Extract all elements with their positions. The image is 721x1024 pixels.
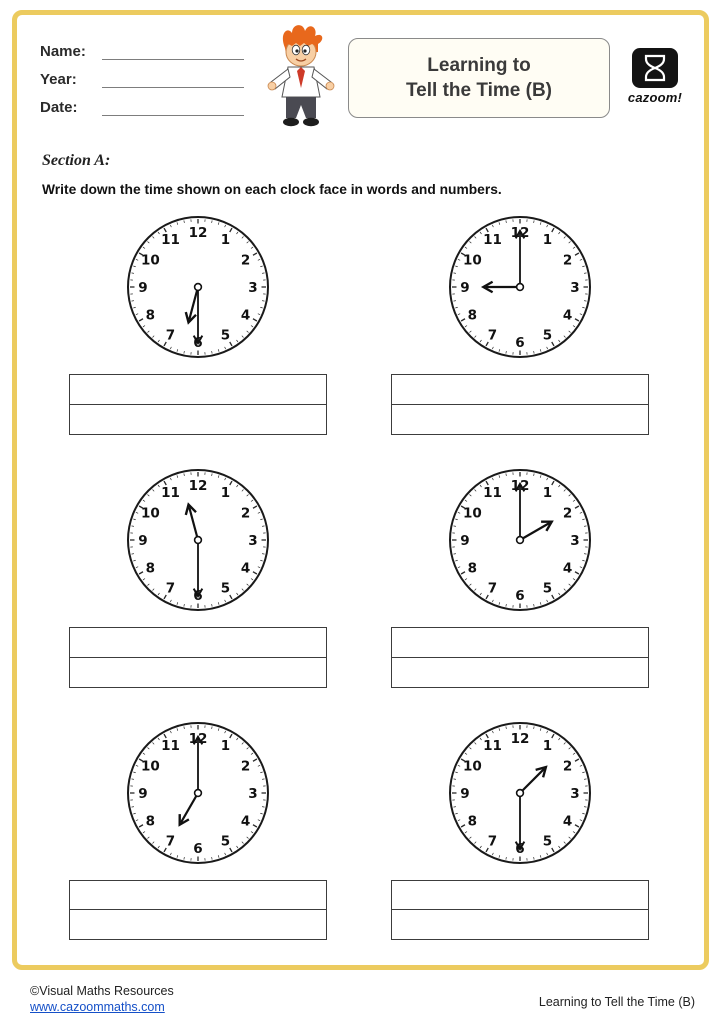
svg-text:6: 6 bbox=[515, 587, 525, 604]
svg-text:7: 7 bbox=[165, 327, 176, 344]
svg-text:7: 7 bbox=[487, 580, 498, 597]
svg-text:10: 10 bbox=[140, 252, 160, 269]
svg-text:11: 11 bbox=[161, 484, 180, 501]
svg-text:12: 12 bbox=[510, 730, 530, 747]
year-line[interactable] bbox=[102, 72, 244, 88]
clock-grid bbox=[69, 212, 649, 940]
svg-text:12: 12 bbox=[510, 477, 530, 494]
svg-text:11: 11 bbox=[483, 484, 502, 501]
clock-cell-2 bbox=[391, 212, 649, 435]
svg-text:2: 2 bbox=[562, 505, 573, 522]
svg-text:2: 2 bbox=[562, 757, 573, 774]
footer-right-title: Learning to Tell the Time (B) bbox=[538, 995, 695, 1009]
svg-text:1: 1 bbox=[542, 737, 553, 754]
svg-text:2: 2 bbox=[240, 757, 251, 774]
title-line-2: Tell the Time (B) bbox=[405, 80, 553, 101]
answer-box-numbers-2[interactable] bbox=[391, 404, 649, 435]
svg-text:9: 9 bbox=[460, 785, 470, 802]
svg-text:7: 7 bbox=[165, 580, 176, 597]
svg-text:3: 3 bbox=[570, 785, 580, 802]
analog-clock-2 bbox=[445, 212, 595, 362]
answer-box-words-3[interactable] bbox=[69, 627, 327, 658]
answer-box-numbers-3[interactable] bbox=[69, 657, 327, 688]
svg-text:9: 9 bbox=[138, 785, 148, 802]
svg-text:8: 8 bbox=[467, 560, 478, 577]
date-label: Date: bbox=[40, 99, 78, 116]
section-a-heading: Section A: bbox=[42, 152, 111, 169]
footer-left bbox=[30, 983, 174, 1016]
mascot-icon bbox=[258, 24, 344, 132]
svg-text:3: 3 bbox=[248, 785, 258, 802]
svg-text:3: 3 bbox=[248, 532, 258, 549]
svg-text:10: 10 bbox=[462, 757, 482, 774]
clock-cell-3 bbox=[69, 465, 327, 688]
svg-text:5: 5 bbox=[542, 580, 553, 597]
svg-text:1: 1 bbox=[220, 232, 231, 249]
hourglass-icon bbox=[641, 53, 669, 83]
svg-text:8: 8 bbox=[145, 307, 156, 324]
answer-area-2 bbox=[391, 374, 649, 435]
svg-text:1: 1 bbox=[220, 484, 231, 501]
svg-text:11: 11 bbox=[161, 737, 180, 754]
svg-text:4: 4 bbox=[562, 307, 573, 324]
cazoom-logo bbox=[620, 48, 690, 105]
svg-text:4: 4 bbox=[240, 812, 251, 829]
svg-text:11: 11 bbox=[161, 232, 180, 249]
svg-text:7: 7 bbox=[487, 327, 498, 344]
svg-text:4: 4 bbox=[240, 560, 251, 577]
answer-box-numbers-4[interactable] bbox=[391, 657, 649, 688]
svg-text:8: 8 bbox=[145, 812, 156, 829]
svg-text:12: 12 bbox=[188, 477, 208, 494]
svg-text:1: 1 bbox=[542, 232, 553, 249]
svg-text:1: 1 bbox=[542, 484, 553, 501]
svg-text:10: 10 bbox=[140, 757, 160, 774]
svg-text:2: 2 bbox=[240, 252, 251, 269]
svg-text:9: 9 bbox=[460, 279, 470, 296]
svg-text:2: 2 bbox=[562, 252, 573, 269]
svg-text:9: 9 bbox=[138, 279, 148, 296]
answer-area-5 bbox=[69, 880, 327, 941]
svg-text:12: 12 bbox=[510, 224, 530, 241]
date-field bbox=[40, 98, 244, 116]
analog-clock-5 bbox=[123, 718, 273, 868]
copyright-text: ©Visual Maths Resources bbox=[30, 984, 174, 998]
svg-text:10: 10 bbox=[462, 252, 482, 269]
svg-text:6: 6 bbox=[193, 334, 203, 351]
answer-box-words-2[interactable] bbox=[391, 374, 649, 405]
name-line[interactable] bbox=[102, 44, 244, 60]
cazoommaths-link[interactable]: www.cazoommaths.com bbox=[30, 1000, 165, 1015]
svg-text:4: 4 bbox=[562, 560, 573, 577]
svg-text:3: 3 bbox=[570, 532, 580, 549]
svg-text:12: 12 bbox=[188, 730, 208, 747]
analog-clock-3 bbox=[123, 465, 273, 615]
name-field bbox=[40, 42, 244, 60]
answer-box-words-5[interactable] bbox=[69, 880, 327, 911]
analog-clock-4 bbox=[445, 465, 595, 615]
svg-text:5: 5 bbox=[220, 833, 231, 850]
student-info-fields bbox=[40, 42, 244, 126]
instruction-text: Write down the time shown on each clock face in words and numbers. bbox=[42, 182, 502, 197]
worksheet-title-box bbox=[348, 38, 610, 118]
answer-area-1 bbox=[69, 374, 327, 435]
svg-text:6: 6 bbox=[515, 334, 525, 351]
svg-text:5: 5 bbox=[220, 327, 231, 344]
svg-text:9: 9 bbox=[460, 532, 470, 549]
svg-text:4: 4 bbox=[562, 812, 573, 829]
svg-text:8: 8 bbox=[467, 812, 478, 829]
svg-text:7: 7 bbox=[487, 833, 498, 850]
svg-text:6: 6 bbox=[193, 840, 203, 857]
cazoom-logo-square bbox=[632, 48, 678, 88]
date-line[interactable] bbox=[102, 100, 244, 116]
name-label: Name: bbox=[40, 43, 86, 60]
answer-box-numbers-5[interactable] bbox=[69, 909, 327, 940]
svg-text:3: 3 bbox=[248, 279, 258, 296]
svg-text:3: 3 bbox=[570, 279, 580, 296]
svg-text:10: 10 bbox=[462, 505, 482, 522]
svg-text:8: 8 bbox=[467, 307, 478, 324]
year-label: Year: bbox=[40, 71, 77, 88]
svg-text:6: 6 bbox=[515, 840, 525, 857]
answer-box-words-6[interactable] bbox=[391, 880, 649, 911]
clock-cell-4 bbox=[391, 465, 649, 688]
answer-area-3 bbox=[69, 627, 327, 688]
clock-cell-1 bbox=[69, 212, 327, 435]
svg-text:12: 12 bbox=[188, 224, 208, 241]
cazoom-logo-text: cazoom! bbox=[627, 90, 683, 105]
analog-clock-6 bbox=[445, 718, 595, 868]
svg-text:1: 1 bbox=[220, 737, 231, 754]
answer-box-numbers-1[interactable] bbox=[69, 404, 327, 435]
clock-cell-5 bbox=[69, 718, 327, 941]
svg-text:7: 7 bbox=[165, 833, 176, 850]
clock-cell-6 bbox=[391, 718, 649, 941]
mascot-illustration bbox=[258, 24, 344, 137]
svg-text:9: 9 bbox=[138, 532, 148, 549]
answer-area-4 bbox=[391, 627, 649, 688]
svg-text:5: 5 bbox=[542, 833, 553, 850]
svg-text:11: 11 bbox=[483, 737, 502, 754]
year-field bbox=[40, 70, 244, 88]
svg-text:2: 2 bbox=[240, 505, 251, 522]
svg-text:5: 5 bbox=[542, 327, 553, 344]
answer-area-6 bbox=[391, 880, 649, 941]
svg-text:11: 11 bbox=[483, 232, 502, 249]
answer-box-words-1[interactable] bbox=[69, 374, 327, 405]
svg-text:5: 5 bbox=[220, 580, 231, 597]
analog-clock-1 bbox=[123, 212, 273, 362]
answer-box-words-4[interactable] bbox=[391, 627, 649, 658]
svg-text:6: 6 bbox=[193, 587, 203, 604]
svg-text:8: 8 bbox=[145, 560, 156, 577]
answer-box-numbers-6[interactable] bbox=[391, 909, 649, 940]
svg-text:10: 10 bbox=[140, 505, 160, 522]
title-line-1: Learning to bbox=[427, 54, 531, 76]
svg-text:4: 4 bbox=[240, 307, 251, 324]
